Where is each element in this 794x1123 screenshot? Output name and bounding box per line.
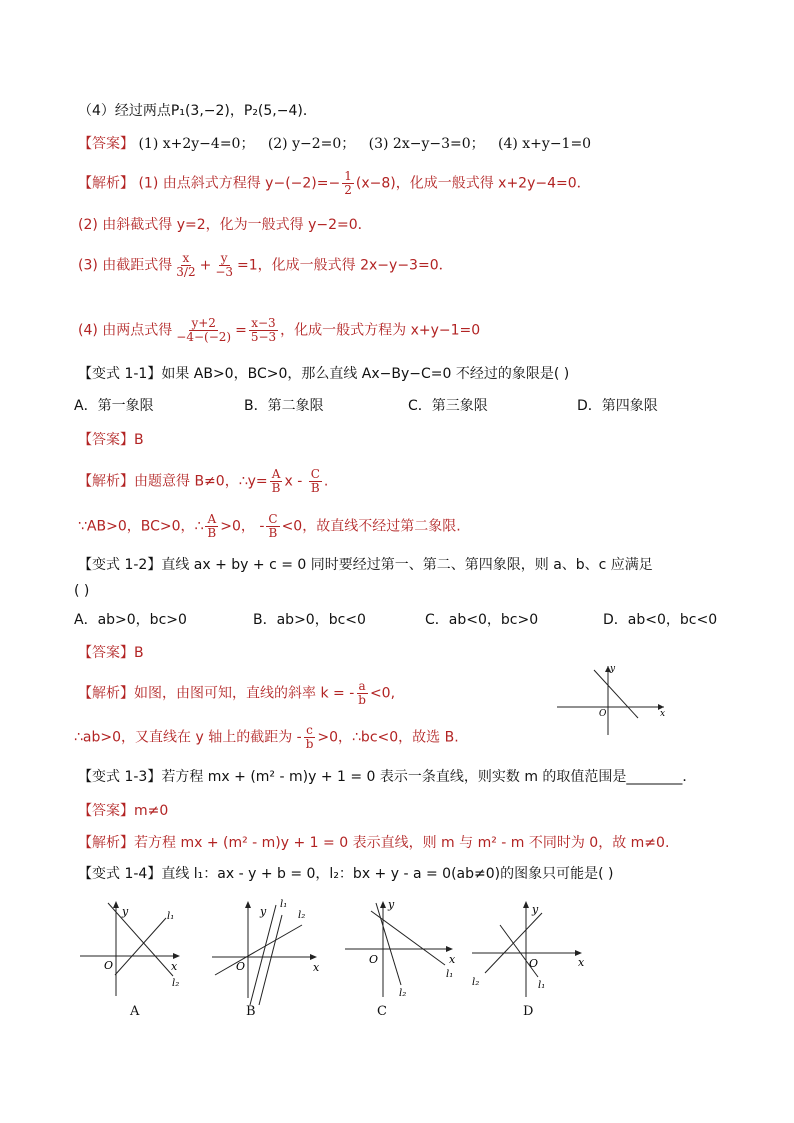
answer-1-part2: (2) y−2=0；	[267, 136, 356, 152]
l1-label: l₁	[167, 911, 175, 922]
l1-label: l₁	[538, 980, 546, 991]
origin-label: O	[104, 959, 114, 972]
variant-1-2-answer	[78, 643, 144, 663]
explanation-text: x -	[284, 473, 307, 490]
l1-label: l₁	[280, 899, 288, 910]
fraction: $\frac{C}{B}$	[310, 467, 320, 495]
explanation-text: 如图，由图可知，直线的斜率 k = -	[134, 685, 355, 702]
explanation-text: .	[323, 473, 329, 490]
y-axis-arrow	[380, 901, 386, 908]
explanation-text: >0， -	[220, 518, 265, 535]
explanation-1-b: (2) 由斜截式得 y=2，化为一般式得 y−2=0．	[78, 217, 372, 233]
line-l2	[108, 903, 173, 976]
variant-1-3-stem: 【变式 1-3】若方程 mx + (m² - m)y + 1 = 0 表示一条直线，则实数 m 的取值范围是________．	[78, 769, 697, 785]
variant-1-2-stem: 【变式 1-2】直线 ax + by + c = 0 同时要经过第一、第二、第四象限，则 a、b、c 应满足	[78, 557, 653, 573]
fraction: $\frac{1}{2}$	[344, 169, 352, 197]
explanation-tag: 【解析】	[78, 835, 134, 851]
answer-1-part4: (4) x+y−1=0	[498, 136, 592, 152]
explanation-tag: 【解析】	[78, 685, 134, 702]
answer-tag: 【答案】	[78, 136, 134, 152]
line-l2b	[259, 915, 282, 1005]
answer-1-row	[78, 134, 591, 154]
fraction: $\frac{A}{B}$	[207, 512, 217, 540]
variant-1-2-explanation-1	[78, 680, 395, 707]
x-axis-label: x	[578, 956, 585, 969]
y-axis-label: y	[260, 905, 267, 918]
x-axis-arrow	[310, 954, 317, 960]
fraction: $\frac{A}{B}$	[271, 467, 281, 495]
explanation-1-a-post: (x−8)，化成一般式得 x+2y−4=0．	[355, 175, 591, 192]
answer-tag: 【答案】	[78, 645, 134, 661]
variant-1-2-option-d: D．ab<0，bc<0	[603, 612, 718, 628]
variant-1-1-answer	[78, 430, 144, 450]
fraction: $\frac{y+2}{-4-(-2)}$	[176, 316, 232, 344]
variant-1-3-answer	[78, 801, 168, 821]
y-axis-arrow	[113, 901, 119, 908]
variant-1-1-option-c: C．第三象限	[408, 398, 488, 414]
explanation-1-c-post: =1，化成一般式得 2x−y−3=0．	[237, 257, 453, 274]
explanation-1-c	[78, 252, 453, 279]
variant-1-2-stem-bracket: ( )	[74, 583, 90, 599]
x-axis-arrow	[173, 953, 180, 959]
l2-label: l₂	[298, 910, 306, 921]
explanation-text: <0，故直线不经过第二象限.	[281, 518, 461, 535]
fraction: $\frac{x}{3/2}$	[176, 251, 196, 279]
explanation-text: ∴ab>0，又直线在 y 轴上的截距为 -	[74, 729, 302, 746]
y-axis-label: y	[532, 903, 539, 916]
y-axis-label: y	[388, 898, 395, 911]
variant-1-1-stem: 【变式 1-1】如果 AB>0，BC>0，那么直线 Ax−By−C=0 不经过的象限是( )	[78, 366, 570, 382]
answer-value: m≠0	[134, 803, 169, 819]
variant-1-4-figure-a	[78, 893, 188, 1003]
variant-1-2-option-b: B．ab>0，bc<0	[253, 612, 366, 628]
origin-label: O	[599, 709, 607, 719]
explanation-text: ∵AB>0，BC>0，∴	[78, 518, 204, 535]
x-axis-label: x	[171, 960, 178, 973]
variant-1-4-figure-c	[343, 893, 463, 1003]
fraction: $\frac{C}{B}$	[268, 512, 278, 540]
variant-1-1-option-a: A．第一象限	[74, 398, 154, 414]
origin-label: O	[236, 960, 246, 973]
variant-1-3-explanation	[78, 833, 669, 853]
variant-1-1-explanation-2	[78, 513, 461, 540]
figure-label-b: B	[246, 1004, 256, 1019]
line-l1	[371, 911, 445, 965]
explanation-tag: 【解析】	[78, 175, 134, 192]
figure-label-a: A	[130, 1004, 140, 1019]
fraction: $\frac{x-3}{5-3}$	[250, 316, 277, 344]
variant-1-1-option-b: B．第二象限	[244, 398, 324, 414]
variant-1-1-explanation-1	[78, 468, 328, 495]
answer-tag: 【答案】	[78, 803, 134, 819]
answer-value: B	[134, 432, 144, 448]
explanation-text: <0,	[369, 685, 396, 702]
variant-1-4-stem: 【变式 1-4】直线 l₁：ax - y + b = 0，l₂：bx + y - a = 0(ab≠0)的图象只可能是( )	[78, 866, 614, 882]
equals-sign: =	[235, 322, 247, 339]
explanation-text: 由题意得 B≠0，∴y=	[134, 473, 268, 490]
answer-1-part3: (3) 2x−y−3=0；	[368, 136, 485, 152]
fraction: $\frac{y}{-3}$	[215, 251, 234, 279]
variant-1-1-option-d: D．第四象限	[577, 398, 658, 414]
y-axis-arrow	[523, 901, 529, 908]
plus-sign: +	[199, 257, 212, 274]
line-l2	[376, 903, 401, 985]
answer-value: B	[134, 645, 144, 661]
variant-1-2-option-c: C．ab<0，bc>0	[425, 612, 539, 628]
y-axis-label: y	[610, 664, 616, 674]
explanation-tag: 【解析】	[78, 473, 134, 490]
line-l1	[215, 925, 302, 975]
variant-1-2-figure	[552, 660, 672, 740]
explanation-1-a-pre: (1) 由点斜式方程得 y−(−2)=−	[138, 175, 341, 192]
y-axis-label: y	[122, 905, 129, 918]
x-axis-label: x	[660, 709, 666, 719]
fraction: $\frac{a}{b}$	[358, 679, 366, 707]
l2-label: l₂	[472, 977, 480, 988]
explanation-1-d-post: ，化成一般式方程为 x+y−1=0	[280, 322, 481, 339]
l2-label: l₂	[399, 988, 407, 999]
x-axis-label: x	[449, 953, 456, 966]
explanation-1-d-pre: (4) 由两点式得	[78, 322, 173, 339]
variant-1-4-figure-d	[470, 893, 595, 1003]
answer-1-part1: (1) x+2y−4=0；	[138, 136, 255, 152]
variant-1-2-explanation-2	[74, 724, 459, 751]
x-axis-arrow	[446, 946, 453, 952]
answer-tag: 【答案】	[78, 432, 134, 448]
variant-1-4-figure-b	[210, 893, 325, 1013]
figure-label-c: C	[377, 1004, 387, 1019]
l2-label: l₂	[172, 978, 180, 989]
explanation-text: 若方程 mx + (m² - m)y + 1 = 0 表示直线，则 m 与 m² - m 不同时为 0，故 m≠0.	[134, 835, 670, 851]
y-axis-arrow	[245, 901, 251, 908]
explanation-text: >0，∴bc<0，故选 B.	[317, 729, 459, 746]
line-l1	[115, 918, 166, 975]
fraction: $\frac{c}{b}$	[305, 723, 314, 751]
variant-1-2-option-a: A．ab>0，bc>0	[74, 612, 187, 628]
explanation-1-c-pre: (3) 由截距式得	[78, 257, 173, 274]
explanation-1-d	[78, 317, 480, 344]
origin-label: O	[369, 953, 379, 966]
l1-label: l₁	[446, 969, 454, 980]
figure-label-d: D	[523, 1004, 534, 1019]
x-axis-label: x	[313, 961, 320, 974]
explanation-1-a	[78, 170, 591, 197]
origin-label: O	[529, 957, 539, 970]
question-4-line: （4）经过两点P₁(3,−2)，P₂(5,−4)．	[78, 103, 317, 119]
